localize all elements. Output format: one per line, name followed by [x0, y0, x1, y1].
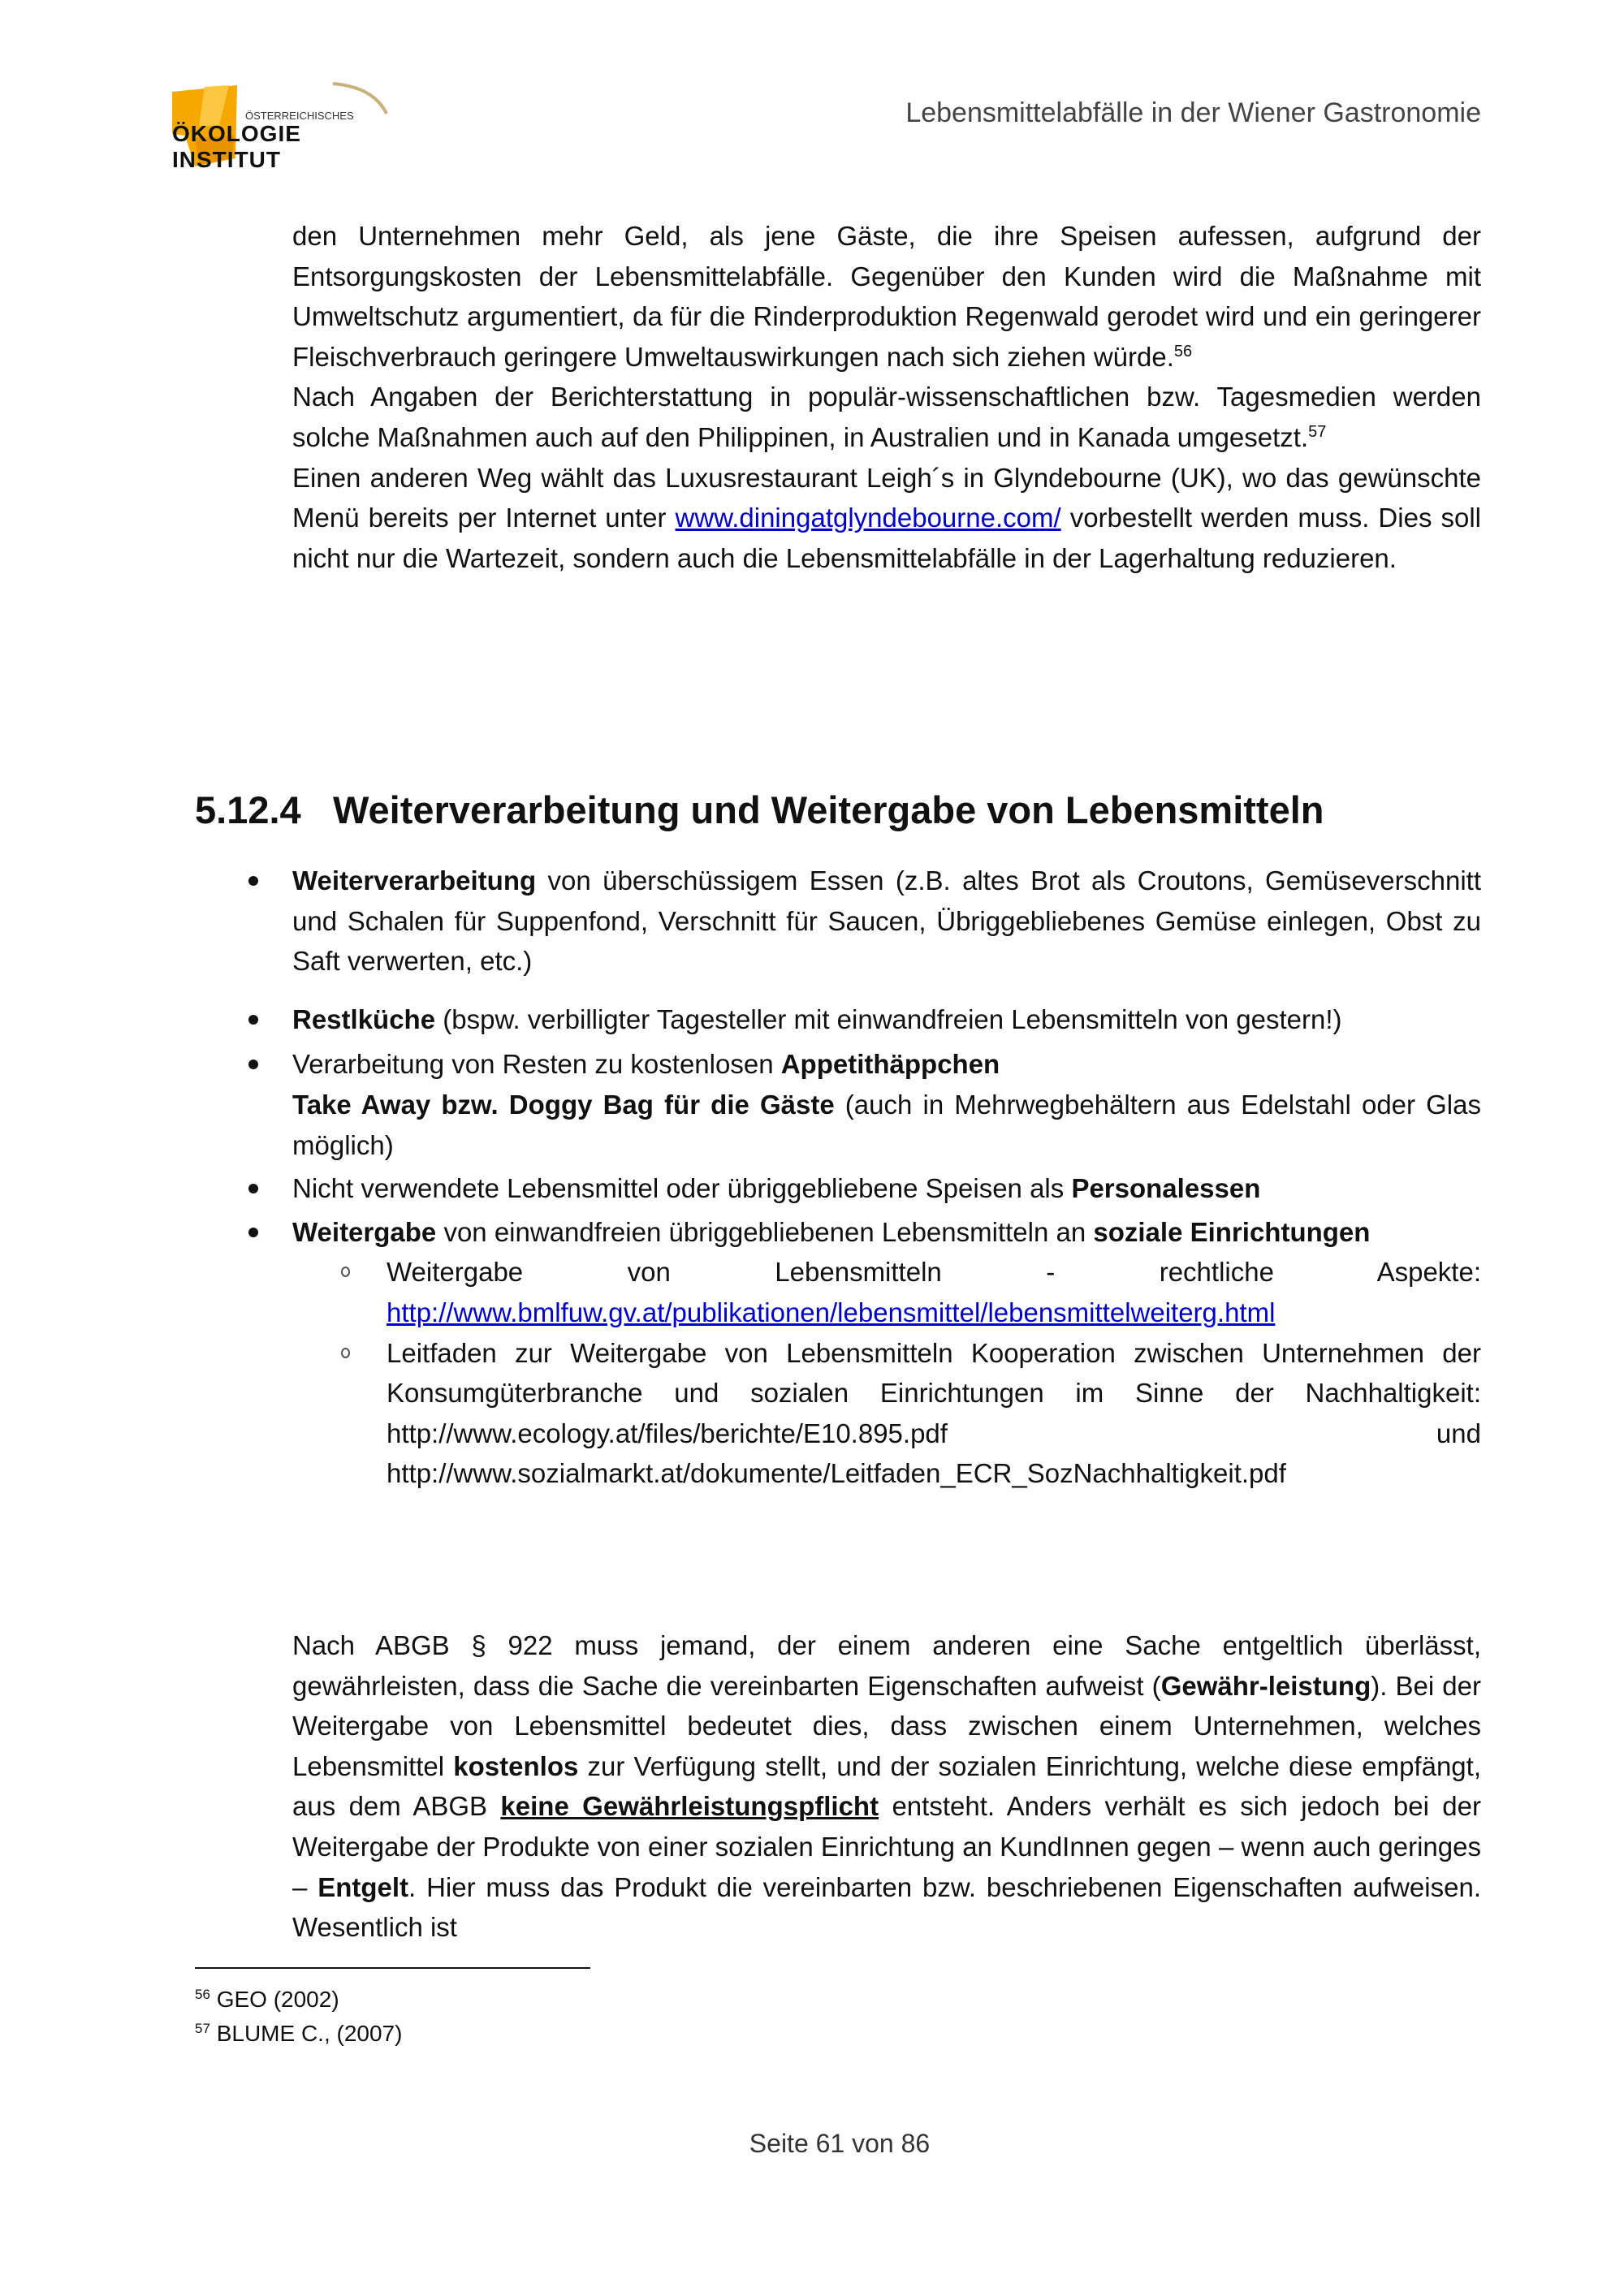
- section-number: 5.12.4: [195, 788, 301, 831]
- header-title: Lebensmittelabfälle in der Wiener Gastronomie: [905, 97, 1481, 128]
- measures-list: [244, 861, 1481, 1494]
- intro-paragraph-3: Einen anderen Weg wählt das Luxusrestaurant Leigh´s in Glyndebourne (UK), wo das gewünschte Menü bereits per Internet unter www.diningatglyndebourne.com/ vorbestellt werden muss. Dies soll nicht nur die Wartezeit, sondern auch die Lebensmittelabfälle in der Lagerhaltung reduzieren.: [292, 462, 1481, 573]
- bullet-icon: [248, 1015, 258, 1025]
- sub-list: [244, 1252, 1481, 1494]
- list-item: Weiterverarbeitung von überschüssigem Essen (z.B. altes Brot als Croutons, Gemüseverschnitt und Schalen für Suppenfond, Verschnitt für Saucen, Übriggebliebenes Gemüse einlegen, Obst zu Saft verwerten, etc.): [244, 861, 1481, 982]
- sub-list-item: Weitergabe von Lebensmitteln - rechtliche Aspekte: http://www.bmlfuw.gv.at/publikationen/lebensmittel/lebensmittelweiterg.html: [341, 1252, 1481, 1332]
- sub-list-item: Leitfaden zur Weitergabe von Lebensmitteln Kooperation zwischen Unternehmen der Konsumgüterbranche und sozialen Einrichtungen im Sinne der Nachhaltigkeit: http://www.ecology.at/files/berichte/E10.895.pdf und http://www.sozialmarkt.at/dokumente/Leitfaden_ECR_SozNachhaltigkeit.pdf: [341, 1333, 1481, 1494]
- circle-bullet-icon: [341, 1267, 350, 1277]
- intro-paragraph-2: Nach Angaben der Berichterstattung in populär-wissenschaftlichen bzw. Tagesmedien werden solche Maßnahmen auch auf den Philippinen, in Australien und in Kanada umgesetzt.$^{57}$: [292, 382, 1481, 452]
- logo: [162, 77, 406, 175]
- bullet-icon: [248, 1060, 258, 1069]
- list-item: Verarbeitung von Resten zu kostenlosen Appetithäppchen Take Away bzw. Doggy Bag für die Gäste (auch in Mehrwegbehältern aus Edelstahl oder Glas möglich): [244, 1044, 1481, 1165]
- intro-paragraph-1: den Unternehmen mehr Geld, als jene Gäste, die ihre Speisen aufessen, aufgrund der Entsorgungskosten der Lebensmittelabfälle. Gegenüber den Kunden wird die Maßnahme mit Umweltschutz argumentiert, da für die Rinderproduktion Regenwald gerodet wird und ein geringerer Fleischverbrauch geringere Umweltauswirkungen nach sich ziehen würde.$^{56}$: [292, 221, 1481, 372]
- bullet-icon: [248, 1184, 258, 1193]
- legal-paragraph: Nach ABGB § 922 muss jemand, der einem anderen eine Sache entgeltlich überlässt, gewährleisten, dass die Sache die vereinbarten Eigenschaften aufweist (Gewähr-leistung). Bei der Weitergabe von Lebensmittel bedeutet dies, dass zwischen einem Unternehmen, welches Lebensmittel kostenlos zur Verfügung stellt, und der sozialen Einrichtung, welche diese empfängt, aus dem ABGB keine Gewährleistungspflicht entsteht. Anders verhält es sich jedoch bei der Weitergabe der Produkte von einer sozialen Einrichtung an KundInnen gegen – wenn auch geringes – Entgelt. Hier muss das Produkt die vereinbarten bzw. beschriebenen Eigenschaften aufweisen. Wesentlich ist: [292, 1630, 1482, 1943]
- list-item: Weitergabe von einwandfreien übriggebliebenen Lebensmitteln an soziale Einrichtungen: [244, 1212, 1481, 1253]
- footnote-56: $^{56}$ GEO (2002): [195, 1987, 339, 2012]
- footnote-ref[interactable]: 56: [1173, 342, 1193, 360]
- intro-text: [292, 216, 1481, 578]
- sub-list-container: [244, 1252, 1481, 1494]
- logo-text-large: ÖKOLOGIE INSTITUT: [172, 121, 301, 172]
- footnote-divider: [195, 1967, 590, 1969]
- bullet-icon: [248, 1228, 258, 1237]
- section-title: Weiterverarbeitung und Weitergabe von Lebensmitteln: [333, 788, 1324, 831]
- footnote-57: $^{57}$ BLUME C., (2007): [195, 2021, 403, 2046]
- glyndebourne-link[interactable]: www.diningatglyndebourne.com/: [675, 503, 1061, 533]
- footnote-ref[interactable]: 57: [1308, 422, 1327, 441]
- circle-bullet-icon: [341, 1348, 350, 1358]
- bmlfuw-link[interactable]: http://www.bmlfuw.gv.at/publikationen/lebensmittel/lebensmittelweiterg.html: [387, 1297, 1276, 1327]
- logo-text-small: ÖSTERREICHISCHES: [245, 110, 354, 122]
- bullet-icon: [248, 876, 258, 886]
- section-heading: [195, 788, 1324, 832]
- page-number: Seite 61 von 86: [749, 2129, 931, 2158]
- list-item: Restlküche (bspw. verbilligter Tagesteller mit einwandfreien Lebensmitteln von gestern!): [244, 999, 1481, 1040]
- list-item: Nicht verwendete Lebensmittel oder übriggebliebene Speisen als Personalessen: [244, 1168, 1481, 1209]
